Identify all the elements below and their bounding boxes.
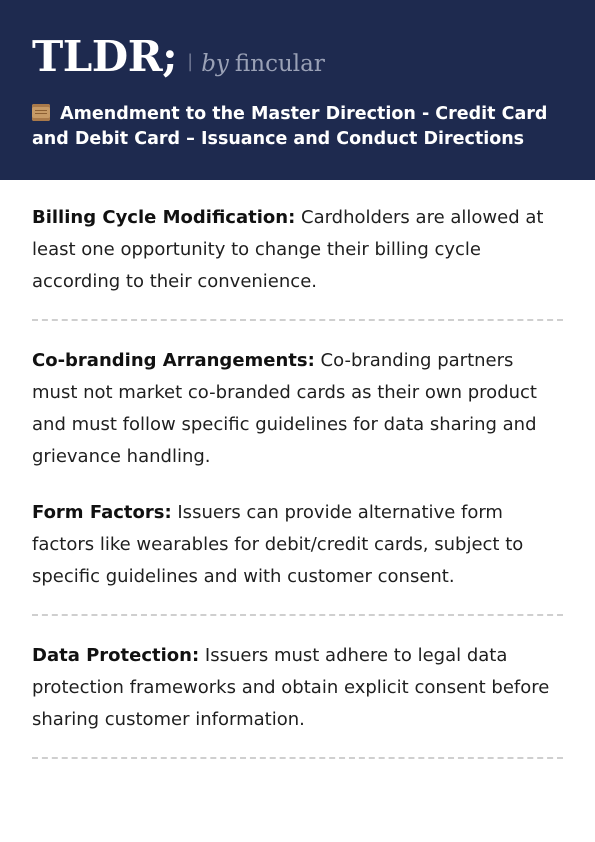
brand-by-prefix: by xyxy=(201,51,229,77)
item-text: Cardholders are allowed at least one opportunity to change their billing cycle according to their convenience. xyxy=(32,207,544,292)
brand-separator: | xyxy=(187,51,194,72)
brand-name: fincular xyxy=(234,51,325,77)
subtitle-text: Amendment to the Master Direction - Credit Card and Debit Card – Issuance and Conduct Directions xyxy=(32,104,548,149)
summary-item xyxy=(32,640,563,736)
item-heading: Data Protection: xyxy=(32,645,200,666)
dashed-divider xyxy=(32,757,563,759)
summary-item xyxy=(32,345,563,473)
header-banner xyxy=(0,0,595,180)
item-heading: Billing Cycle Modification: xyxy=(32,207,296,228)
brand-byline xyxy=(201,51,325,77)
item-heading: Form Factors: xyxy=(32,502,172,523)
item-heading: Co-branding Arrangements: xyxy=(32,350,315,371)
scroll-icon xyxy=(32,104,50,121)
document-subtitle xyxy=(32,102,563,152)
dashed-divider xyxy=(32,319,563,321)
summary-list xyxy=(0,180,595,759)
summary-item xyxy=(32,202,563,298)
item-text: Co-branding partners must not market co-branded cards as their own product and must follow specific guidelines for data sharing and grievance handling. xyxy=(32,350,537,467)
dashed-divider xyxy=(32,614,563,616)
brand-title: TLDR; xyxy=(32,32,178,81)
brand-line xyxy=(32,32,563,81)
spacer xyxy=(32,473,563,497)
summary-item xyxy=(32,497,563,593)
item-text: Issuers must adhere to legal data protection frameworks and obtain explicit consent before sharing customer information. xyxy=(32,645,550,730)
item-text: Issuers can provide alternative form factors like wearables for debit/credit cards, subject to specific guidelines and with customer consent. xyxy=(32,502,524,587)
